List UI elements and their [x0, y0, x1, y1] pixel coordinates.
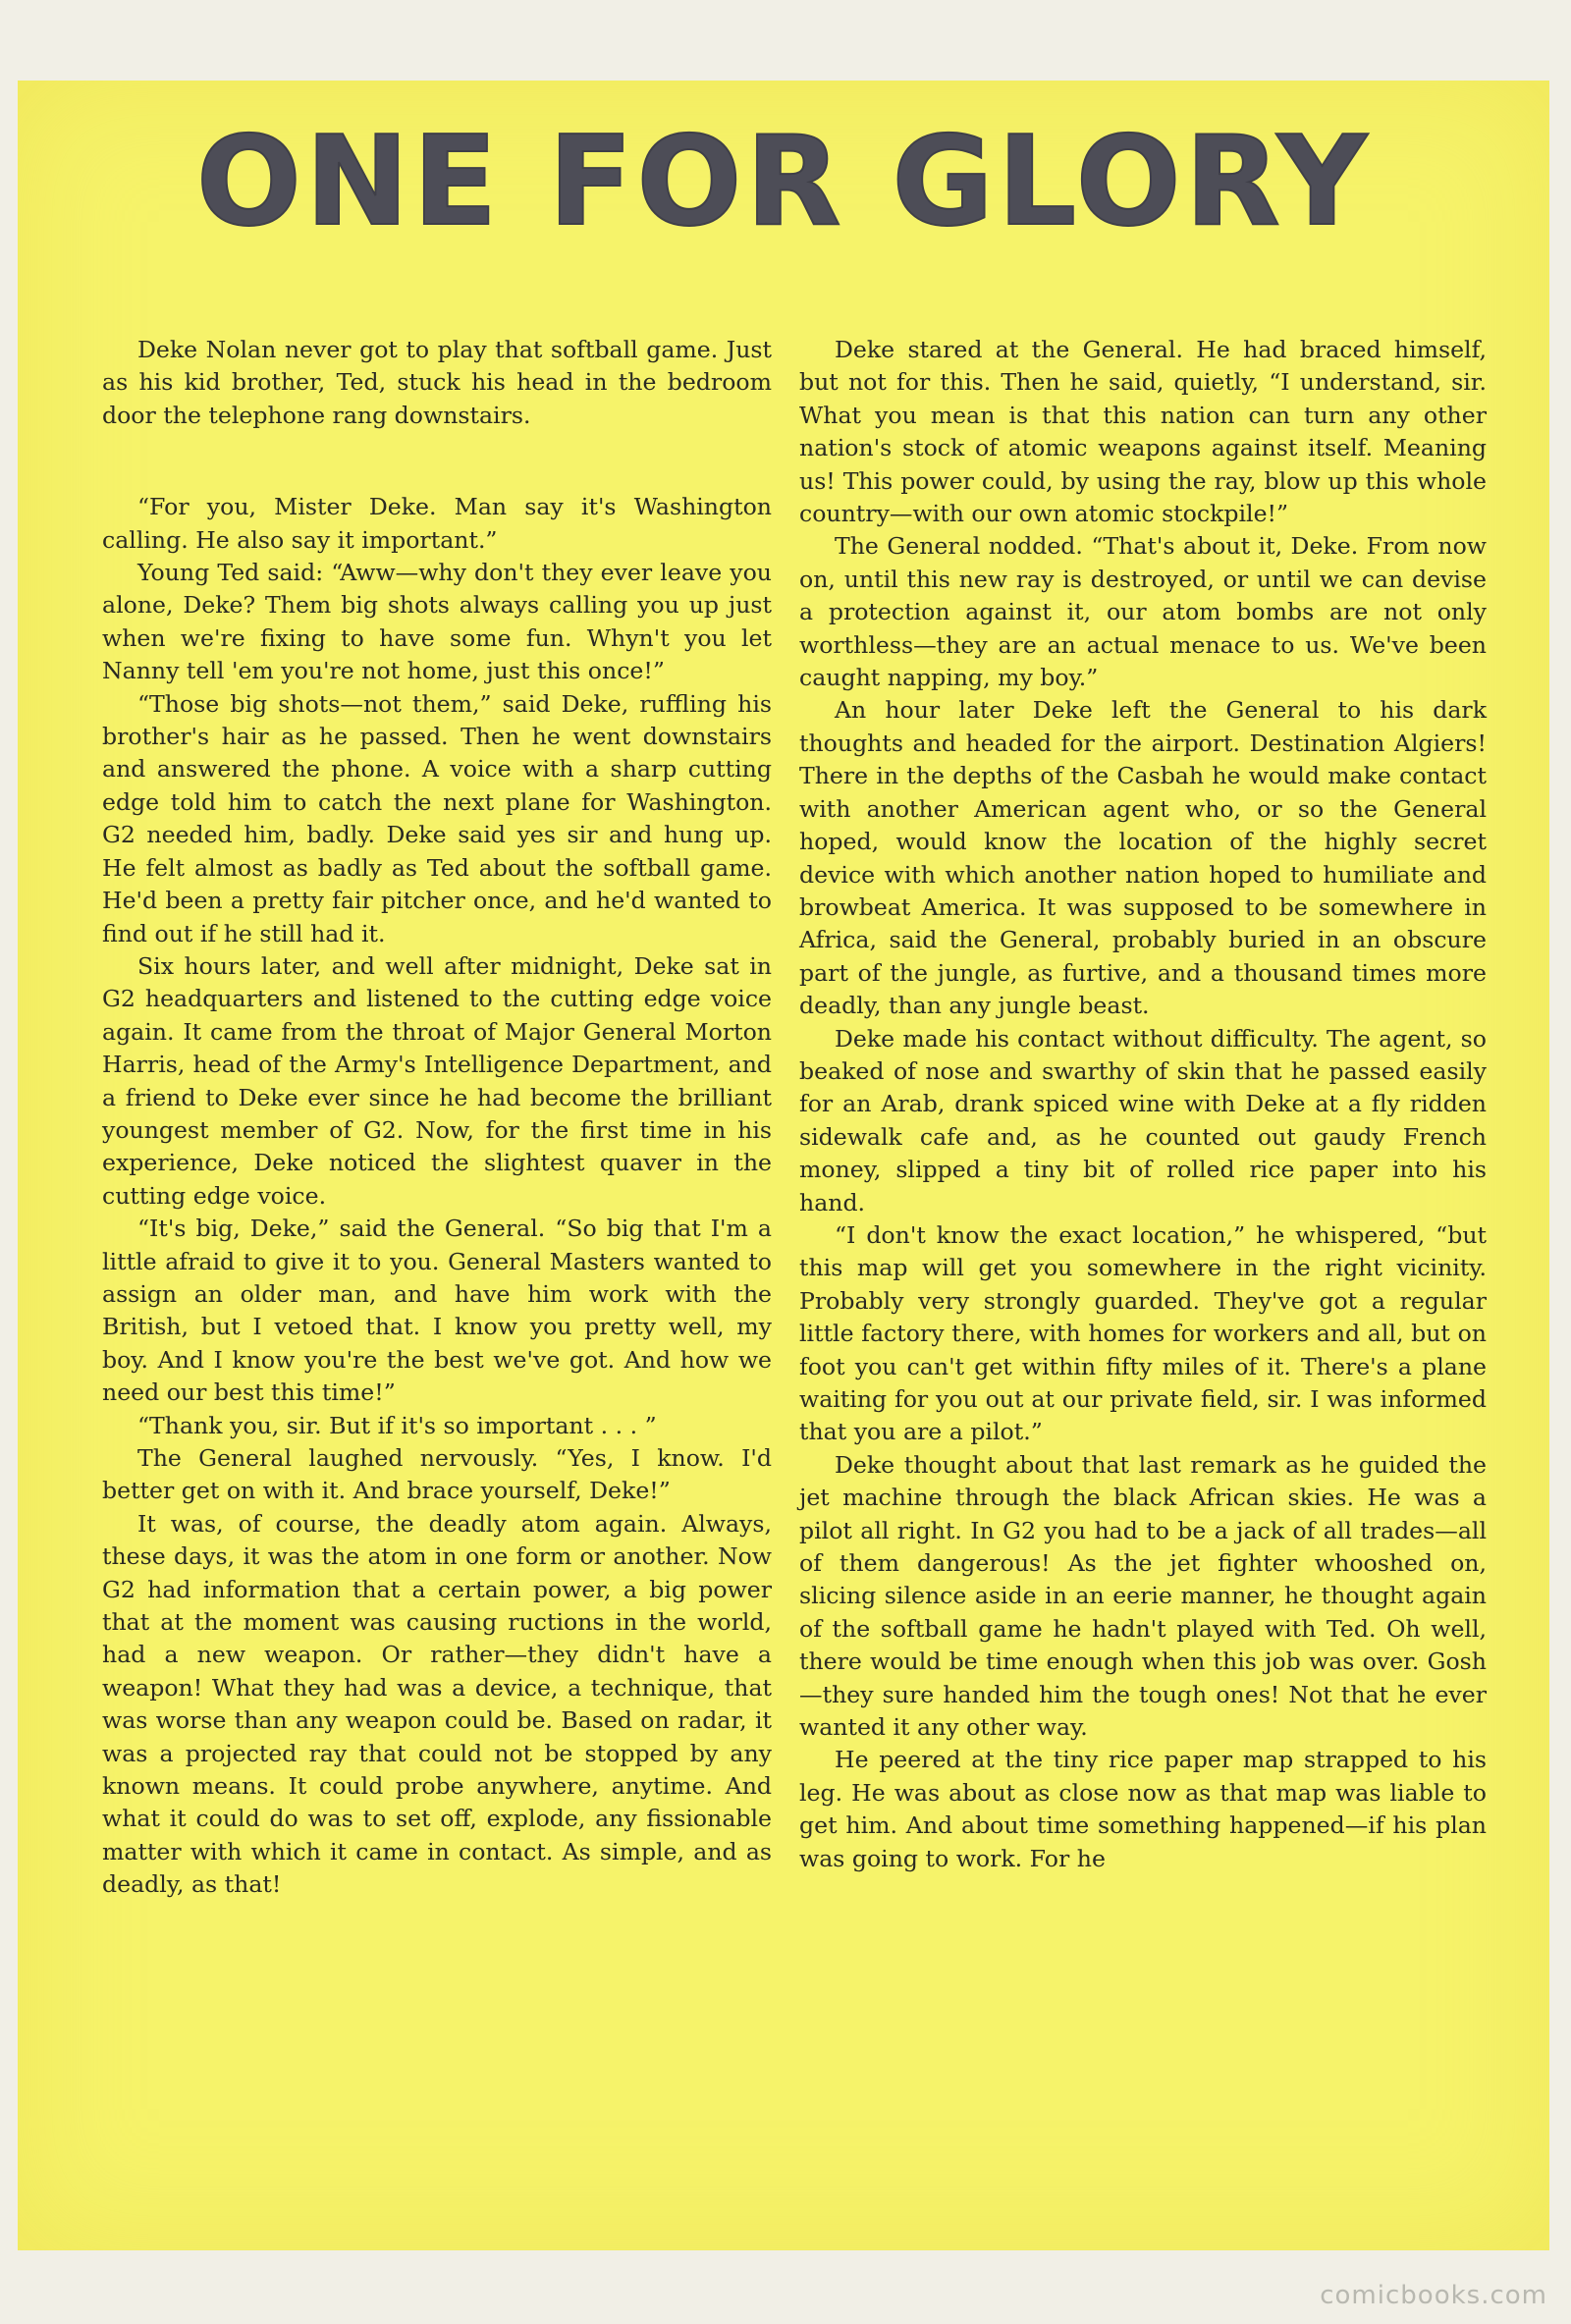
- left-column: [102, 334, 772, 1902]
- right-column: [799, 334, 1487, 1875]
- story-page: [18, 81, 1549, 2250]
- paragraph: He peered at the tiny rice paper map strapped to his leg. He was about as close now as that map was liable to get him. And about time something happened—if his plan was going to work. For he: [799, 1746, 1487, 1872]
- paragraph: “For you, Mister Deke. Man say it's Washington calling. He also say it important.”: [102, 493, 772, 554]
- paragraph: Deke made his contact without difficulty. The agent, so beaked of nose and swarthy of skin that he passed easily for an Arab, drank spiced wine with Deke at a fly ridden sidewalk cafe and, as he counted out gaudy French money, slipped a tiny bit of rolled rice paper into his hand.: [799, 1024, 1487, 1216]
- story-title: ONE FOR GLORY: [195, 109, 1372, 253]
- paragraph: The General laughed nervously. “Yes, I know. I'd better get on with it. And brace yourself, Deke!”: [102, 1444, 772, 1505]
- paragraph: “Thank you, sir. But if it's so important . . . ”: [137, 1411, 657, 1439]
- paragraph: Deke Nolan never got to play that softball game. Just as his kid brother, Ted, stuck his head in the bedroom door the telephone rang downstairs.: [102, 336, 772, 429]
- paragraph: “I don't know the exact location,” he whispered, “but this map will get you somewhere in the right vicinity. Probably very strongly guarded. They've got a regular little factory there, with homes for workers and all, but on foot you can't get within fifty miles of it. There's a plane waiting for you out at our private field, sir. I was informed that you are a pilot.”: [799, 1220, 1487, 1446]
- paragraph: An hour later Deke left the General to his dark thoughts and headed for the airport. Destination Algiers! There in the depths of the Casbah he would make contact with another American agent who, or so the General hoped, would know the location of the highly secret device with which another nation hoped to humiliate and browbeat America. It was supposed to be somewhere in Africa, said the General, probably buried in an obscure part of the jungle, as furtive, and a thousand times more deadly, than any jungle beast.: [799, 696, 1487, 1020]
- paragraph: Six hours later, and well after midnight, Deke sat in G2 headquarters and listened to the cutting edge voice again. It came from the throat of Major General Morton Harris, head of the Army's Intelligence Department, and a friend to Deke ever since he had become the brilliant youngest member of G2. Now, for the first time in his experience, Deke noticed the slightest quaver in the cutting edge voice.: [102, 951, 772, 1210]
- paragraph: “It's big, Deke,” said the General. “So big that I'm a little afraid to give it to you. General Masters wanted to assign an older man, and have him work with the British, but I vetoed that. I know you pretty well, my boy. And I know you're the best we've got. And how we need our best this time!”: [102, 1215, 772, 1407]
- paragraph: Young Ted said: “Aww—why don't they ever leave you alone, Deke? Them big shots always calling you up just when we're fixing to have some fun. Whyn't you let Nanny tell 'em you're not home, just this once!”: [102, 559, 772, 685]
- watermark: comicbooks.com: [1320, 2281, 1547, 2310]
- paragraph: Deke thought about that last remark as he guided the jet machine through the black African skies. He was a pilot all right. In G2 you had to be a jack of all trades—all of them dangerous! As the jet fighter whooshed on, slicing silence aside in an eerie manner, he thought again of the softball game he hadn't played with Ted. Oh well, there would be time enough when this job was over. Gosh—they sure handed him the tough ones! Not that he ever wanted it any other way.: [799, 1450, 1487, 1742]
- paragraph: It was, of course, the deadly atom again. Always, these days, it was the atom in one form or another. Now G2 had information that a certain power, a big power that at the moment was causing ructions in the world, had a new weapon. Or rather—they didn't have a weapon! What they had was a device, a technique, that was worse than any weapon could be. Based on radar, it was a projected ray that could not be stopped by any known means. It could probe anywhere, anytime. And what it could do was to set off, explode, any fissionable matter with which it came in contact. As simple, and as deadly, as that!: [102, 1509, 772, 1899]
- paragraph: Deke stared at the General. He had braced himself, but not for this. Then he said, quietly, “I understand, sir. What you mean is that this nation can turn any other nation's stock of atomic weapons against itself. Meaning us! This power could, by using the ray, blow up this whole country—with our own atomic stockpile!”: [799, 336, 1487, 528]
- paragraph: “Those big shots—not them,” said Deke, ruffling his brother's hair as he passed. Then he went downstairs and answered the phone. A voice with a sharp cutting edge told him to catch the next plane for Washington. G2 needed him, badly. Deke said yes sir and hung up. He felt almost as badly as Ted about the softball game. He'd been a pretty fair pitcher once, and he'd wanted to find out if he still had it.: [102, 689, 772, 947]
- paragraph: The General nodded. “That's about it, Deke. From now on, until this new ray is destroyed, or until we can devise a protection against it, our atom bombs are not only worthless—they are an actual menace to us. We've been caught napping, my boy.”: [799, 532, 1487, 692]
